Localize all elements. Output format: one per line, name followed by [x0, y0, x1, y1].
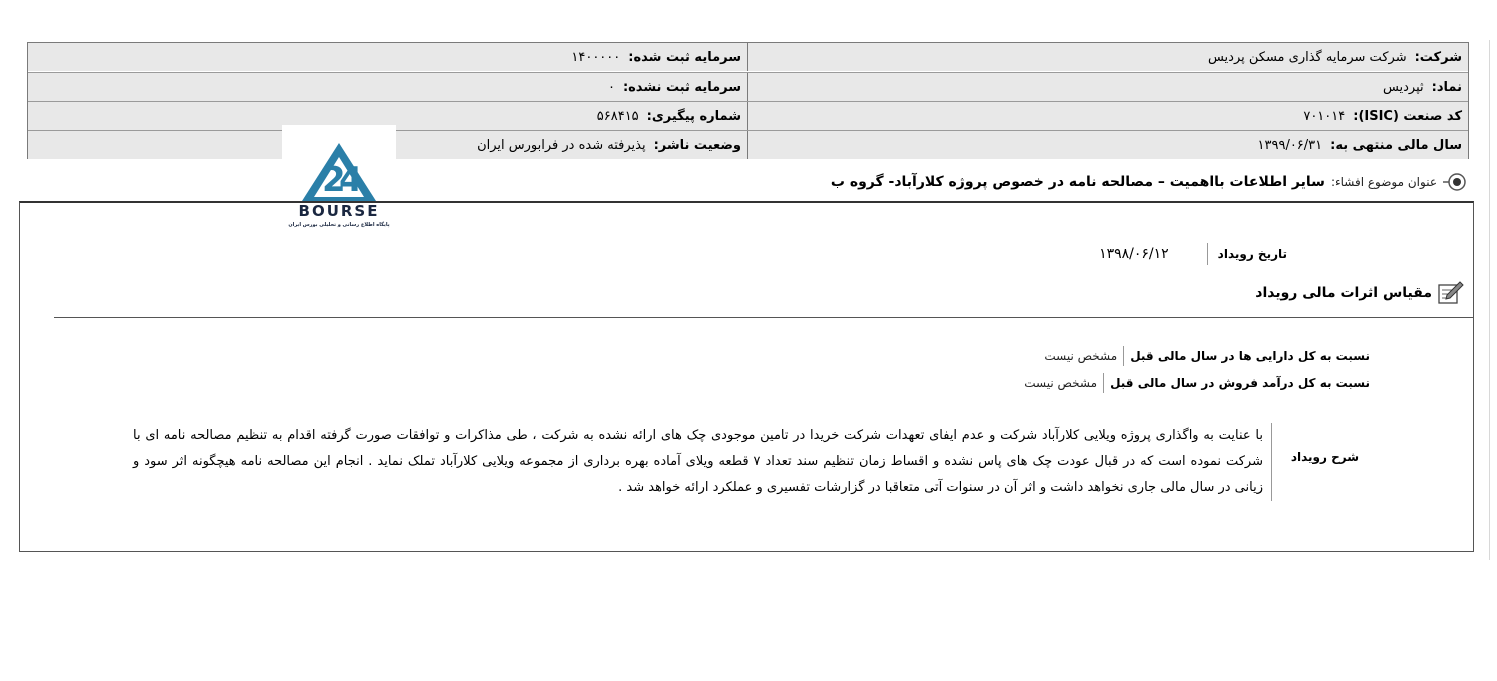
isic-cell [749, 102, 1468, 130]
fiscal-value: ۱۳۹۹/۰۶/۳۱ [1257, 137, 1323, 153]
company-info-table [27, 42, 1469, 159]
status-label: وضعیت ناشر: [653, 137, 741, 153]
company-label: شرکت: [1414, 49, 1462, 65]
isic-value: ۷۰۱۰۱۴ [1303, 108, 1346, 124]
info-row [28, 43, 1468, 71]
subject-title: سایر اطلاعات بااهمیت – مصالحه نامه در خصوص پروژه کلارآباد- گروه ب [830, 174, 1325, 190]
fiscal-label: سال مالی منتهی به: [1330, 137, 1462, 153]
registered-capital-cell [28, 43, 748, 71]
info-row [28, 72, 1468, 101]
financial-impact-heading [1255, 279, 1464, 307]
svg-text:4: 4 [339, 160, 363, 200]
company-value: شرکت سرمایه گذاری مسکن پردیس [1207, 49, 1407, 65]
svg-text:2: 2 [322, 160, 346, 200]
ratio-label: نسبت به کل دارایی ها در سال مالی قبل [1123, 346, 1370, 366]
subject-label: عنوان موضوع افشاء: [1330, 175, 1437, 189]
fiscal-cell [749, 131, 1468, 159]
target-bullet-icon [1443, 170, 1469, 194]
status-value: پذیرفته شده در فرابورس ایران [477, 137, 646, 153]
unregistered-capital-value: ۰ [607, 79, 615, 95]
logo-wordmark: BOURSE [298, 202, 380, 220]
event-date-row [1099, 241, 1287, 267]
tracking-label: شماره پیگیری: [646, 108, 741, 124]
edit-note-icon [1436, 280, 1464, 306]
tracking-value: ۵۶۸۴۱۵ [596, 108, 639, 124]
registered-capital-value: ۱۴۰۰۰۰۰ [571, 49, 621, 65]
info-row [28, 101, 1468, 130]
unregistered-capital-label: سرمایه ثبت نشده: [622, 79, 741, 95]
page-edge-rule [1489, 40, 1490, 560]
ratio-row-assets [1044, 344, 1370, 368]
section-divider [54, 317, 1474, 318]
description-label: شرح رویداد [1290, 450, 1359, 464]
symbol-cell [749, 73, 1468, 101]
symbol-value: ثپردیس [1382, 79, 1424, 95]
ratio-value: مشخص نیست [1024, 376, 1098, 390]
isic-label: کد صنعت (ISIC): [1353, 108, 1462, 124]
disclosure-subject [831, 170, 1469, 194]
ratio-label: نسبت به کل درآمد فروش در سال مالی قبل [1103, 373, 1370, 393]
section-title: مقیاس اثرات مالی رویداد [1255, 285, 1432, 301]
ratio-row-revenue [1024, 371, 1370, 395]
registered-capital-label: سرمایه ثبت شده: [628, 49, 741, 65]
symbol-label: نماد: [1431, 79, 1462, 95]
info-row [28, 130, 1468, 159]
company-cell [749, 43, 1468, 71]
description-text: با عنایت به واگذاری پروژه ویلایی کلارآباد شرکت و عدم ایفای تعهدات شرکت خریدا در تامین موجودی چک های ارائه نشده به شرکت ، طی مذاکرات و توافقات صورت گرفته اقدام به تنظیم مصالحه نامه ای با شرکت نموده است که در قبال عودت چک های پاس نشده و اقساط زمان تنظیم سند تعداد ۷ قطعه ویلای آماده بهره برداری از مجموعه ویلایی کلارآباد تملک نماید . انجام این مصالحه نامه هیچگونه اثر سود و زیانی در سال مالی جاری نخواهد داشت و اثر آن در سنوات آتی متعاقبا در گزارشات تفسیری و عملکرد ارائه خواهد شد . [133, 423, 1272, 501]
unregistered-capital-cell [28, 73, 748, 101]
logo-tagline: پایگاه اطلاع رسانی و تحلیلی بورس ایران [288, 222, 390, 228]
bourse-triangle-icon [282, 125, 396, 205]
event-date-value: ۱۳۹۸/۰۶/۱۲ [1099, 246, 1169, 262]
event-date-label: تاریخ رویداد [1207, 243, 1287, 265]
ratio-value: مشخص نیست [1044, 349, 1118, 363]
